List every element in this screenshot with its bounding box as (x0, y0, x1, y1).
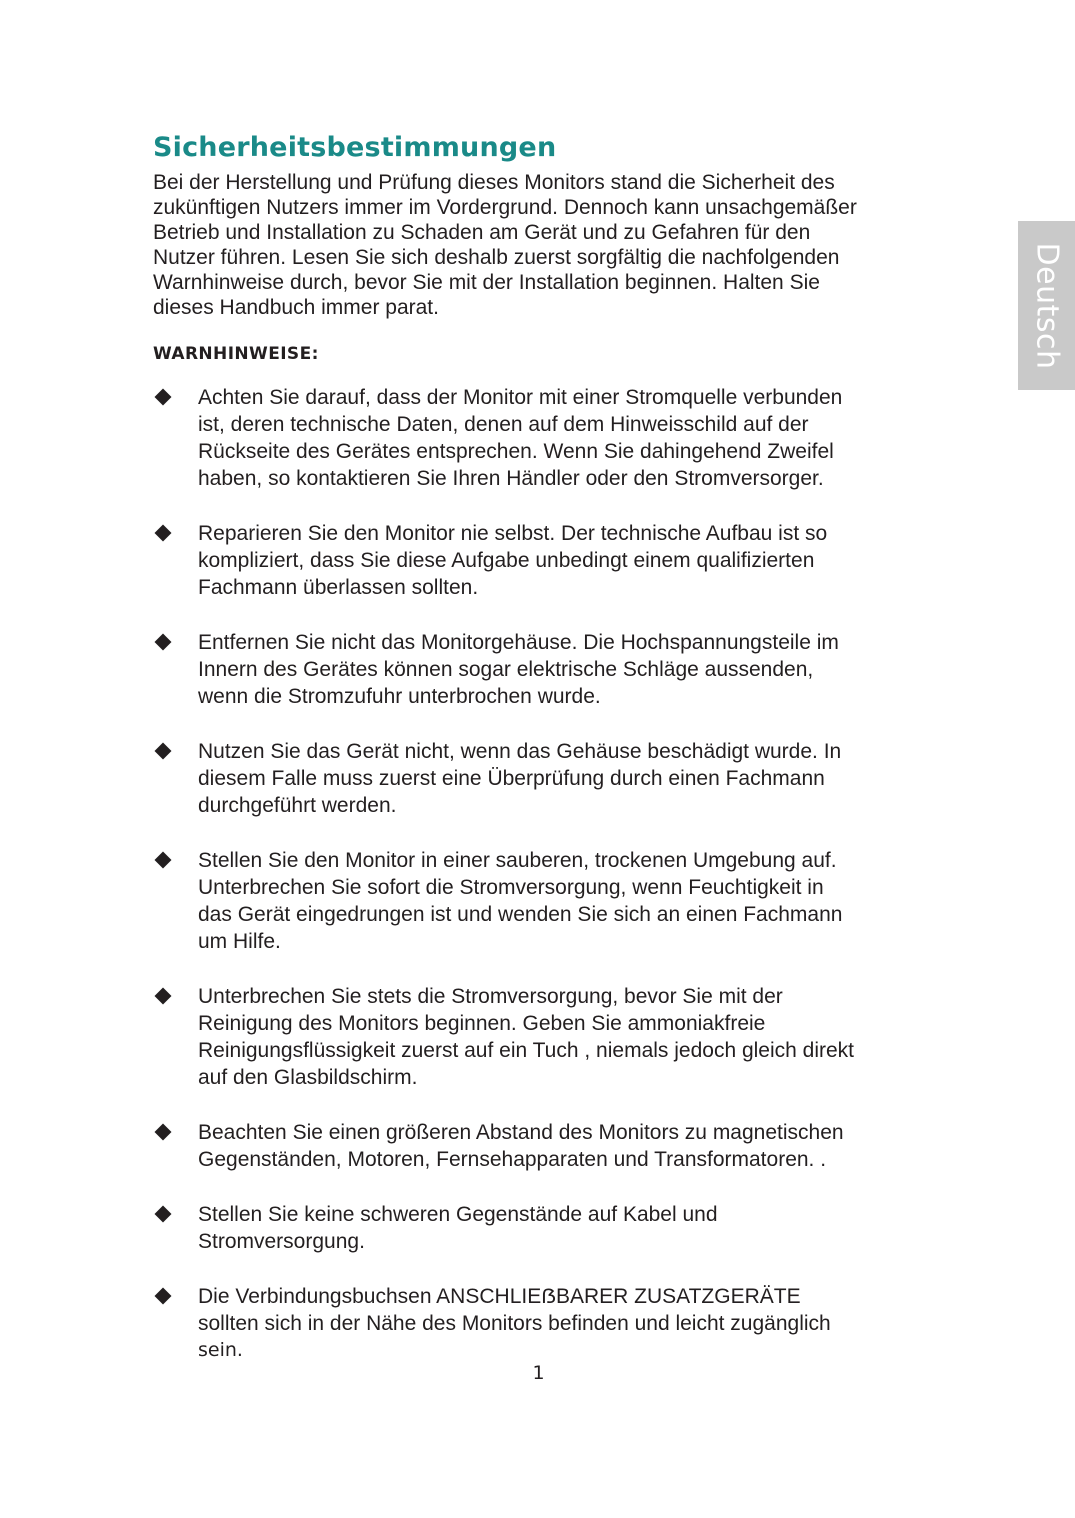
warning-text-tail: sein. (198, 1339, 243, 1361)
diamond-bullet-icon (155, 634, 172, 651)
warnings-heading: WARNHINWEISE: (153, 344, 319, 364)
warning-item (153, 983, 943, 1091)
warning-text: Achten Sie darauf, dass der Monitor mit einer Stromquelle verbunden ist, deren technische Daten, denen auf dem Hinweisschild auf der Rückseite des Gerätes entsprechen. Wenn Sie dahingehend Zweifel haben, so kontaktieren Sie Ihren Händler oder den Stromversorger. (198, 386, 843, 490)
warning-text: Unterbrechen Sie stets die Stromversorgung, bevor Sie mit der Reinigung des Monitors beginnen. Geben Sie ammoniakfreie Reinigungsflüssigkeit zuerst auf ein Tuch , niemals jedoch gleich direkt auf den Glasbildschirm. (198, 985, 855, 1089)
diamond-bullet-icon (155, 1288, 172, 1305)
language-tab-label: Deutsch (1029, 242, 1064, 369)
page-title: Sicherheitsbestimmungen (153, 132, 557, 163)
warnings-list (153, 384, 943, 1392)
diamond-bullet-icon (155, 743, 172, 760)
warning-item (153, 1201, 943, 1255)
warning-item (153, 520, 943, 601)
diamond-bullet-icon (155, 389, 172, 406)
language-tab (1018, 221, 1075, 390)
warning-item (153, 629, 943, 710)
diamond-bullet-icon (155, 988, 172, 1005)
warning-item (153, 1119, 943, 1173)
warning-item (153, 738, 943, 819)
warning-text: Reparieren Sie den Monitor nie selbst. Der technische Aufbau ist so kompliziert, dass Sie diese Aufgabe unbedingt einem qualifizierten Fachmann überlassen sollten. (198, 522, 828, 599)
intro-paragraph: Bei der Herstellung und Prüfung dieses Monitors stand die Sicherheit des zukünftigen Nutzers immer im Vordergrund. Dennoch kann unsachgemäßer Betrieb und Installation zu Schaden am Gerät und zu Gefahren für den Nutzer führen. Lesen Sie sich deshalb zuerst sorgfältig die nachfolgenden Warnhinweise durch, bevor Sie mit der Installation beginnen. Halten Sie dieses Handbuch immer parat. (153, 171, 857, 319)
warning-text: Stellen Sie keine schweren Gegenstände auf Kabel und Stromversorgung. (198, 1203, 718, 1253)
warning-item (153, 1283, 943, 1364)
diamond-bullet-icon (155, 852, 172, 869)
diamond-bullet-icon (155, 1124, 172, 1141)
warning-text: Entfernen Sie nicht das Monitorgehäuse. Die Hochspannungsteile im Innern des Gerätes können sogar elektrische Schläge aussenden, wenn die Stromzufuhr unterbrochen wurde. (198, 631, 839, 708)
diamond-bullet-icon (155, 525, 172, 542)
page-number: 1 (532, 1362, 545, 1384)
warning-text: Stellen Sie den Monitor in einer sauberen, trockenen Umgebung auf. Unterbrechen Sie sofort die Stromversorgung, wenn Feuchtigkeit in das Gerät eingedrungen ist und wenden Sie sich an einen Fachmann um Hilfe. (198, 849, 843, 953)
warning-text: Beachten Sie einen größeren Abstand des Monitors zu magnetischen Gegenständen, Motoren, Fernsehapparaten und Transformatoren. . (198, 1121, 844, 1171)
warning-item (153, 384, 943, 492)
warning-item (153, 847, 943, 955)
diamond-bullet-icon (155, 1206, 172, 1223)
warning-text: Nutzen Sie das Gerät nicht, wenn das Gehäuse beschädigt wurde. In diesem Falle muss zuerst eine Überprüfung durch einen Fachmann durchgeführt werden. (198, 740, 842, 817)
warning-text: Die Verbindungsbuchsen ANSCHLIEẞBARER ZUSATZGERÄTE sollten sich in der Nähe des Monitors befinden und leicht zugänglich (198, 1285, 831, 1335)
